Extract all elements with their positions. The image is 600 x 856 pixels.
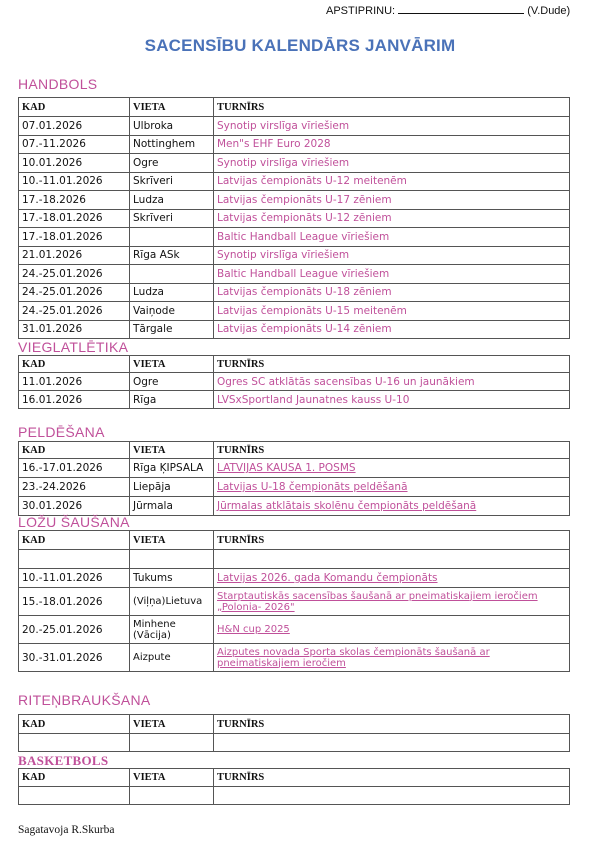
place-cell: Rīga ASk [130,246,214,265]
place-cell: Tukums [130,569,214,588]
event-cell: Starptautiskās sacensības šaušanā ar pneimatiskajiem ieročiem „Polonia- 2026" [214,588,570,616]
header-where: VIETA [130,769,214,787]
table-header [19,442,570,459]
table-header [19,769,570,787]
table-row [19,135,570,154]
empty-row [19,734,570,752]
page-title: SACENSĪBU KALENDĀRS JANVĀRIM [144,36,456,55]
table-row [19,246,570,265]
place-cell: Liepāja [130,478,214,497]
event-cell: Synotip virslīga vīriešiem [214,154,570,173]
date-cell: 16.-17.01.2026 [19,459,130,478]
date-cell: 15.-18.01.2026 [19,588,130,616]
table-header [19,356,570,373]
place-cell: Ulbroka [130,117,214,136]
table-row [19,320,570,339]
header-event: TURNĪRS [214,442,570,459]
header-where: VIETA [130,531,214,550]
table-row [19,172,570,191]
date-cell: 10.-11.01.2026 [19,569,130,588]
place-cell [130,265,214,284]
table-row [19,616,570,644]
table-row [19,228,570,247]
header-where: VIETA [130,442,214,459]
section-title-shooting: LOŽU ŠAUŠANA [18,514,130,530]
header-event: TURNĪRS [214,98,570,117]
date-cell: 30.-31.01.2026 [19,644,130,672]
event-cell: Latvijas čempionāts U-18 zēniem [214,283,570,302]
header-when: KAD [19,715,130,734]
date-cell: 24.-25.01.2026 [19,265,130,284]
table-row [19,497,570,516]
event-cell: Men"s EHF Euro 2028 [214,135,570,154]
date-cell: 07.-11.2026 [19,135,130,154]
header-when: KAD [19,531,130,550]
section-title-basketball: BASKETBOLS [18,753,109,768]
place-cell: Skrīveri [130,172,214,191]
event-cell: Latvijas čempionāts U-17 zēniem [214,191,570,210]
table-row [19,117,570,136]
table-row [19,644,570,672]
empty-row [19,550,570,569]
date-cell: 17.-18.2026 [19,191,130,210]
date-cell: 07.01.2026 [19,117,130,136]
event-cell: LATVIJAS KAUSA 1. POSMS [214,459,570,478]
signature-line [398,4,524,14]
date-cell: 10.01.2026 [19,154,130,173]
event-cell: Latvijas čempionāts U-15 meitenēm [214,302,570,321]
table-row [19,191,570,210]
event-cell: Latvijas čempionāts U-12 zēniem [214,209,570,228]
empty-row [19,787,570,805]
event-cell: Aizputes novada Sporta skolas čempionāts šaušanā ar pneimatiskajiem ieročiem [214,644,570,672]
date-cell: 11.01.2026 [19,373,130,391]
table-row [19,588,570,616]
table-row [19,373,570,391]
table-row [19,302,570,321]
approval-label: APSTIPRINU: [326,5,396,17]
place-cell: (Viļņa)Lietuva [130,588,214,616]
place-cell [130,228,214,247]
table-row [19,209,570,228]
swimming-table [18,441,570,516]
place-cell: Tārgale [130,320,214,339]
header-where: VIETA [130,715,214,734]
header-event: TURNĪRS [214,769,570,787]
prepared-by: Sagatavoja R.Skurba [18,824,115,836]
header-event: TURNĪRS [214,531,570,550]
event-cell: H&N cup 2025 [214,616,570,644]
cycling-table [18,714,570,752]
event-cell: Baltic Handball League vīriešiem [214,228,570,247]
event-cell: Latvijas 2026. gada Komandu čempionāts [214,569,570,588]
place-cell: Ludza [130,191,214,210]
table-row [19,265,570,284]
header-when: KAD [19,442,130,459]
table-row [19,391,570,409]
event-cell: Latvijas čempionāts U-12 meitenēm [214,172,570,191]
event-cell: Synotip virslīga vīriešiem [214,246,570,265]
table-header [19,715,570,734]
place-cell: Aizpute [130,644,214,672]
table-header [19,98,570,117]
section-title-cycling: RITEŅBRAUKŠANA [18,692,151,708]
table-row [19,154,570,173]
place-cell: Ogre [130,373,214,391]
place-cell: Nottinghem [130,135,214,154]
header-when: KAD [19,356,130,373]
date-cell: 20.-25.01.2026 [19,616,130,644]
table-row [19,283,570,302]
place-cell: Rīga [130,391,214,409]
date-cell: 30.01.2026 [19,497,130,516]
section-title-athletics: VIEGLATLĒTIKA [18,339,129,355]
date-cell: 23.-24.2026 [19,478,130,497]
place-cell: Rīga ĶIPSALA [130,459,214,478]
date-cell: 24.-25.01.2026 [19,283,130,302]
event-cell: Latvijas čempionāts U-14 zēniem [214,320,570,339]
date-cell: 21.01.2026 [19,246,130,265]
athletics-table [18,355,570,409]
header-event: TURNĪRS [214,715,570,734]
table-row [19,459,570,478]
table-row [19,569,570,588]
section-title-swimming: PELDĒŠANA [18,424,105,440]
place-cell: Ludza [130,283,214,302]
header-event: TURNĪRS [214,356,570,373]
header-where: VIETA [130,356,214,373]
shooting-table [18,530,570,672]
table-header [19,531,570,550]
place-cell: Minhene (Vācija) [130,616,214,644]
event-cell: Synotip virslīga vīriešiem [214,117,570,136]
date-cell: 10.-11.01.2026 [19,172,130,191]
place-cell: Vaiņode [130,302,214,321]
event-cell: Jūrmalas atklātais skolēnu čempionāts peldēšanā [214,497,570,516]
header-when: KAD [19,769,130,787]
date-cell: 31.01.2026 [19,320,130,339]
approval-signer: (V.Dude) [527,5,571,17]
section-title-handball: HANDBOLS [18,76,98,92]
event-cell: Ogres SC atklātās sacensības U-16 un jaunākiem [214,373,570,391]
event-cell: Latvijas U-18 čempionāts peldēšanā [214,478,570,497]
handball-table [18,97,570,339]
event-cell: LVSxSportland Jaunatnes kauss U-10 [214,391,570,409]
date-cell: 24.-25.01.2026 [19,302,130,321]
date-cell: 17.-18.01.2026 [19,228,130,247]
date-cell: 17.-18.01.2026 [19,209,130,228]
table-row [19,478,570,497]
place-cell: Skrīveri [130,209,214,228]
event-cell: Baltic Handball League vīriešiem [214,265,570,284]
basketball-table [18,768,570,805]
place-cell: Jūrmala [130,497,214,516]
date-cell: 16.01.2026 [19,391,130,409]
header-when: KAD [19,98,130,117]
header-where: VIETA [130,98,214,117]
approval-line [326,4,570,17]
place-cell: Ogre [130,154,214,173]
